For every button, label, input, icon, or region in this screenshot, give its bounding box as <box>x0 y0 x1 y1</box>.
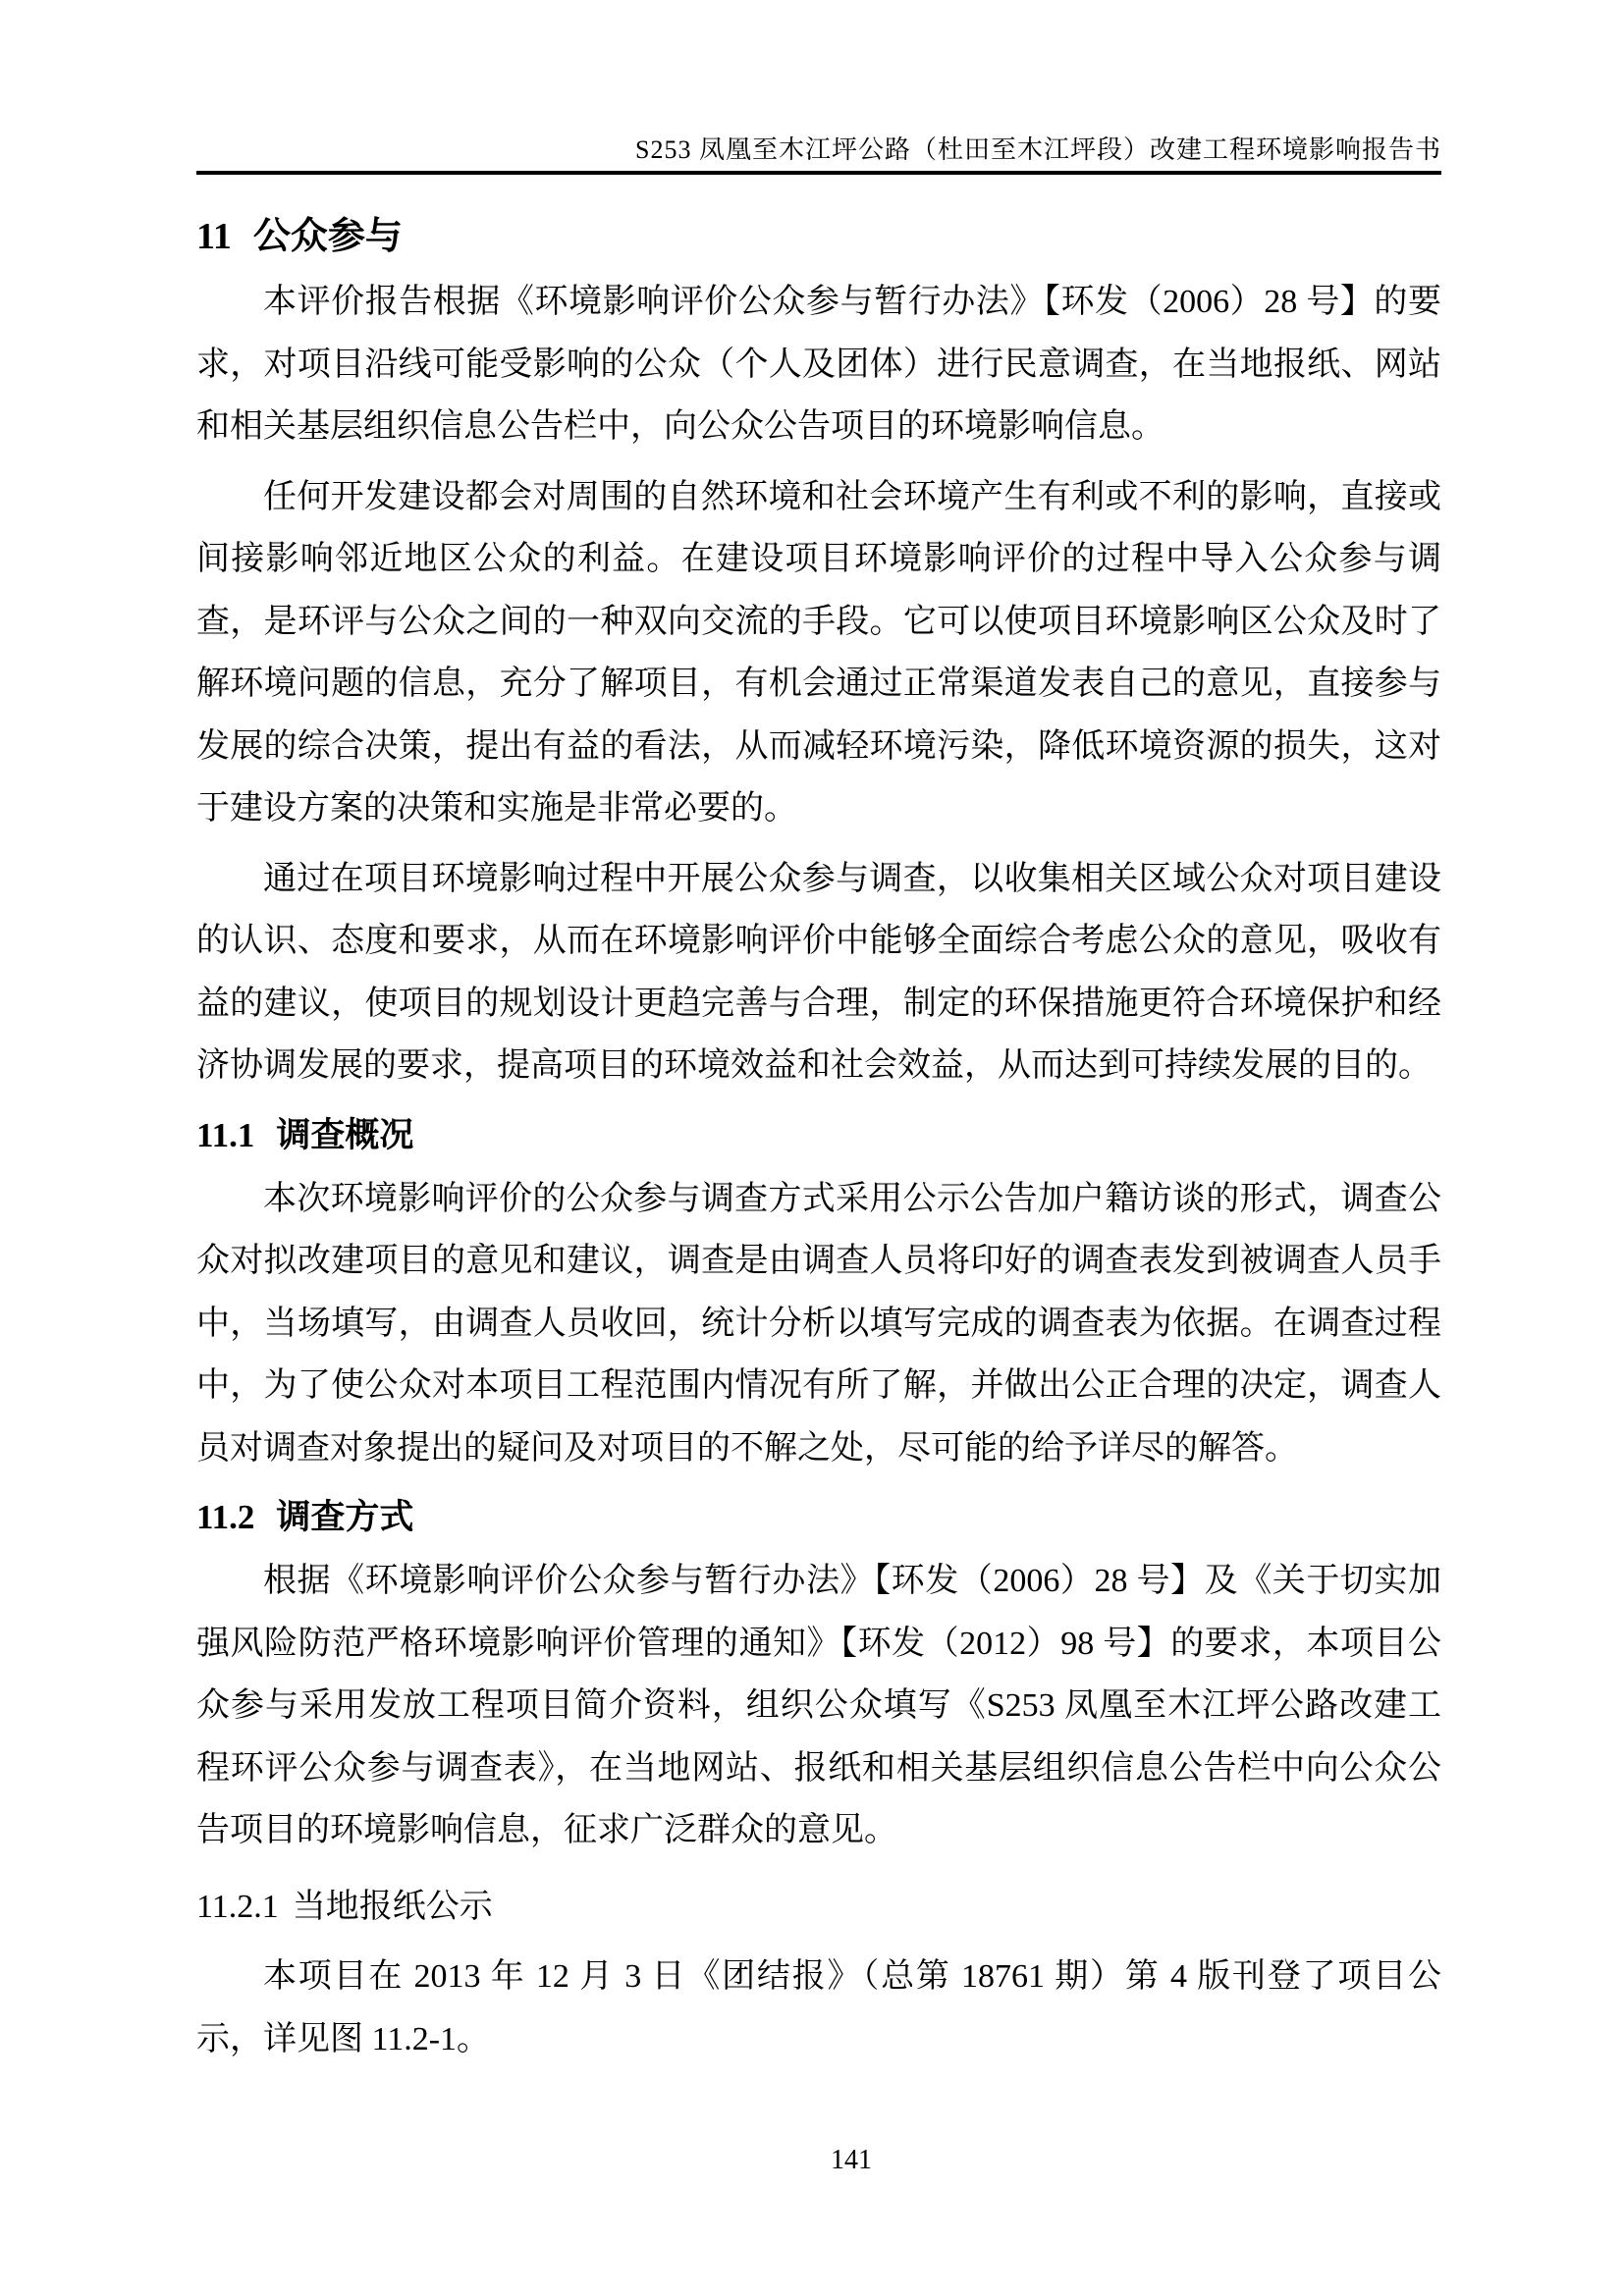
section-title: 公众参与 <box>252 216 403 257</box>
section-title: 调查方式 <box>276 1498 414 1536</box>
content-column <box>196 0 1441 2070</box>
paragraph: 本次环境影响评价的公众参与调查方式采用公示公告加户籍访谈的形式，调查公众对拟改建项目的意见和建议，调查是由调查人员将印好的调查表发到被调查人员手中，当场填写，由调查人员收回，统计分析以填写完成的调查表为依据。在调查过程中，为了使公众对本项目工程范围内情况有所了解，并做出公正合理的决定，调查人员对调查对象提出的疑问及对项目的不解之处，尽可能的给予详尽的解答。 <box>196 1180 1441 1467</box>
section-title: 当地报纸公示 <box>292 1888 493 1925</box>
section-heading-11-2-1 <box>196 1876 1441 1939</box>
header-rule <box>196 171 1441 175</box>
section-heading-11 <box>196 210 1441 263</box>
paragraph: 本项目在 2013 年 12 月 3 日《团结报》（总第 18761 期）第 4 版刊登了项目公示，详见图 11.2-1。 <box>196 1958 1441 2057</box>
paragraph: 任何开发建设都会对周围的自然环境和社会环境产生有利或不利的影响，直接或间接影响邻近地区公众的利益。在建设项目环境影响评价的过程中导入公众参与调查，是环评与公众之间的一种双向交流的手段。它可以使项目环境影响区公众及时了解环境问题的信息，充分了解项目，有机会通过正常渠道发表自己的意见，直接参与发展的综合决策，提出有益的看法，从而减轻环境污染，降低环境资源的损失，这对于建设方案的决策和实施是非常必要的。 <box>196 478 1441 827</box>
section-title: 调查概况 <box>276 1115 414 1154</box>
paragraph: 本评价报告根据《环境影响评价公众参与暂行办法》【环发（2006）28 号】的要求，对项目沿线可能受影响的公众（个人及团体）进行民意调查，在当地报纸、网站和相关基层组织信息公告栏中，向公众公告项目的环境影响信息。 <box>196 284 1441 445</box>
section-number: 11.2 <box>196 1498 255 1536</box>
section-number: 11 <box>196 216 232 257</box>
running-head-title: S253 凤凰至木江坪公路（杜田至木江坪段）改建工程环境影响报告书 <box>635 135 1441 164</box>
section-heading-11-1 <box>196 1111 1441 1160</box>
section-heading-11-2 <box>196 1493 1441 1542</box>
paragraph: 通过在项目环境影响过程中开展公众参与调查，以收集相关区域公众对项目建设的认识、态度和要求，从而在环境影响评价中能够全面综合考虑公众的意见，吸收有益的建议，使项目的规划设计更趋完善与合理，制定的环保措施更符合环境保护和经济协调发展的要求，提高项目的环境效益和社会效益，从而达到可持续发展的目的。 <box>196 860 1441 1084</box>
paragraph: 根据《环境影响评价公众参与暂行办法》【环发（2006）28 号】及《关于切实加强风险防范严格环境影响评价管理的通知》【环发（2012）98 号】的要求，本项目公众参与采用发放工程项目简介资料，组织公众填写《S253 凤凰至木江坪公路改建工程环评公众参与调查表》，在当地网站、报纸和相关基层组织信息公告栏中向公众公告项目的环境影响信息，征求广泛群众的意见。 <box>196 1563 1441 1848</box>
page-number: 141 <box>831 2145 872 2175</box>
section-number: 11.2.1 <box>196 1888 279 1925</box>
section-number: 11.1 <box>196 1115 255 1154</box>
